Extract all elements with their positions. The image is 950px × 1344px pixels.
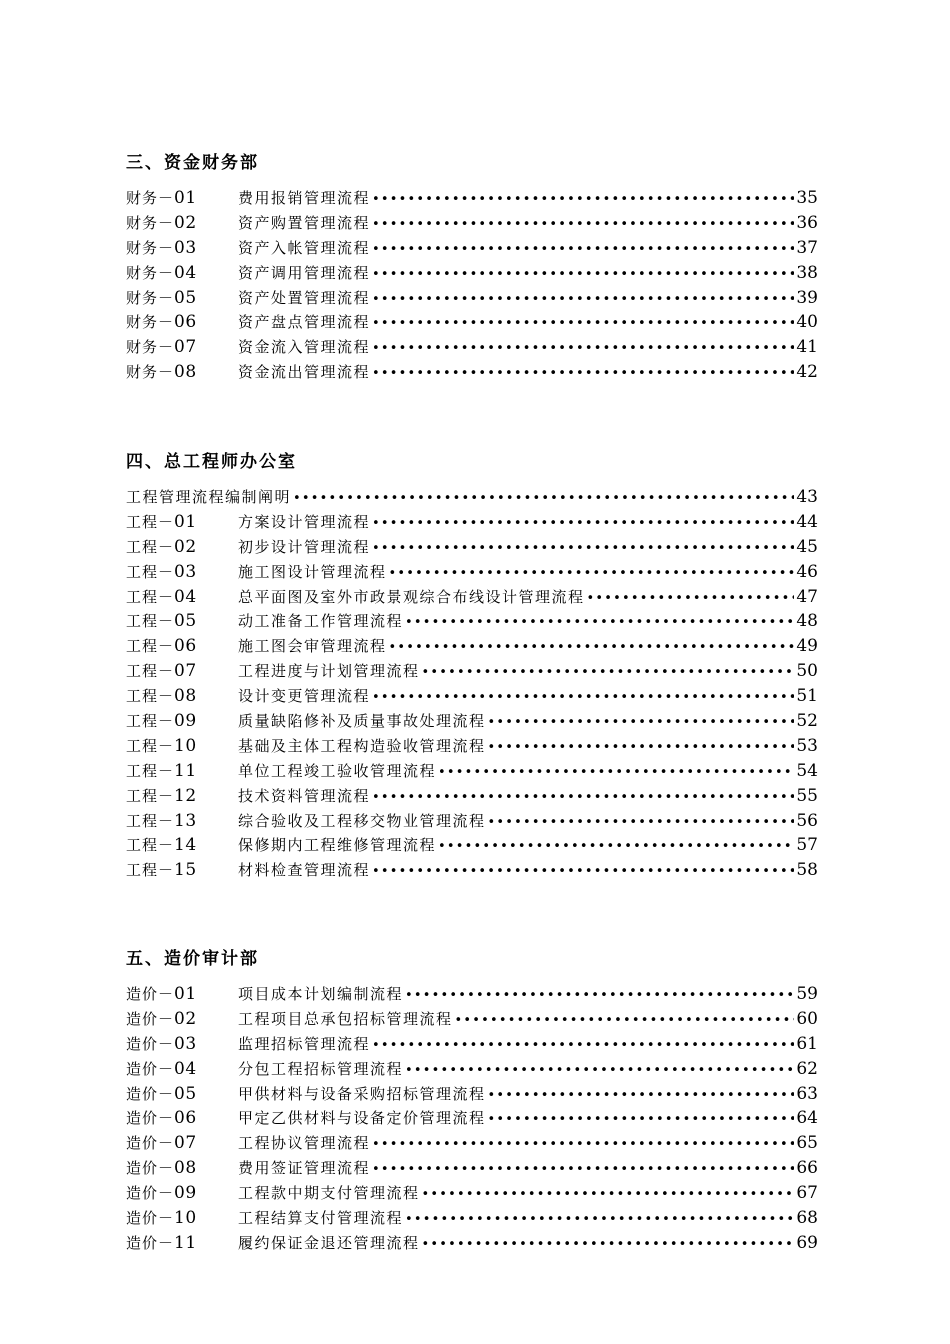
entry-code [126, 560, 238, 585]
entry-number: 09 [174, 1183, 197, 1204]
entry-code [126, 734, 238, 759]
entry-name: 单位工程竣工验收管理流程 [238, 761, 437, 780]
entry-name: 初步设计管理流程 [238, 537, 371, 556]
entry-prefix: 财务－ [126, 213, 175, 232]
entry-prefix: 造价－ [126, 1159, 175, 1178]
dot-leader [389, 562, 795, 587]
dot-leader [422, 1183, 795, 1208]
dot-leader [372, 537, 794, 562]
entry-prefix: 造价－ [126, 1059, 175, 1078]
entry-prefix: 财务－ [126, 338, 175, 357]
entry-name: 费用签证管理流程 [238, 1159, 371, 1178]
toc-entry[interactable] [126, 1181, 818, 1206]
entry-code [126, 1231, 238, 1256]
dot-leader [372, 860, 794, 885]
toc-entry[interactable] [126, 609, 818, 634]
entry-number: 03 [174, 237, 197, 258]
entry-prefix: 造价－ [126, 1109, 175, 1128]
entry-page: 60 [796, 1008, 818, 1029]
entry-number: 08 [174, 362, 197, 383]
toc-entry-intro[interactable] [126, 485, 818, 510]
entry-code [126, 236, 238, 261]
entry-page: 54 [796, 760, 818, 781]
entry-page: 59 [796, 984, 818, 1004]
entry-name: 履约保证金退还管理流程 [238, 1233, 420, 1252]
entry-name: 项目成本计划编制流程 [238, 985, 404, 1003]
entry-page: 50 [796, 661, 818, 682]
entry-name: 监理招标管理流程 [238, 1034, 371, 1053]
entry-prefix: 造价－ [126, 1209, 175, 1228]
entry-name: 资产调用管理流程 [238, 263, 371, 282]
entry-code [126, 1007, 238, 1032]
entry-number: 05 [174, 611, 197, 632]
entry-page: 64 [796, 1108, 818, 1129]
entry-page: 39 [796, 287, 818, 308]
entry-prefix: 工程－ [126, 612, 175, 631]
entry-prefix: 造价－ [126, 1184, 175, 1203]
toc-entry[interactable] [126, 236, 818, 261]
section-title: 五、造价审计部 [126, 949, 259, 969]
entry-code [126, 186, 238, 211]
entry-prefix: 工程－ [126, 512, 175, 531]
entry-code [126, 759, 238, 784]
dot-leader [372, 1158, 794, 1183]
dot-leader [372, 263, 794, 288]
entry-code [126, 510, 238, 535]
entry-number: 05 [174, 1083, 197, 1104]
entry-name: 资产盘点管理流程 [238, 313, 371, 332]
toc-entry[interactable] [126, 186, 818, 211]
toc-entry[interactable] [126, 310, 818, 335]
entry-number: 10 [174, 735, 197, 756]
toc-entry[interactable] [126, 982, 818, 1007]
entry-page: 65 [796, 1133, 818, 1154]
entry-page: 62 [796, 1058, 818, 1079]
entry-number: 05 [174, 287, 197, 308]
entry-code [126, 709, 238, 734]
entry-code [126, 286, 238, 311]
entry-name: 甲供材料与设备采购招标管理流程 [238, 1084, 486, 1103]
section-chief-engineer [126, 449, 818, 883]
toc-entry[interactable] [126, 1206, 818, 1231]
dot-leader [422, 661, 795, 686]
toc-entry[interactable] [126, 659, 818, 684]
entry-page: 46 [796, 561, 818, 582]
entry-name: 基础及主体工程构造验收管理流程 [238, 736, 486, 755]
toc-entry[interactable] [126, 809, 818, 834]
toc-entry[interactable] [126, 734, 818, 759]
toc-entry[interactable] [126, 585, 818, 610]
entry-code [126, 1181, 238, 1206]
entry-number: 02 [174, 536, 197, 557]
entry-number: 04 [174, 586, 197, 607]
entry-page: 56 [796, 810, 818, 831]
entry-code [126, 360, 238, 385]
dot-leader [372, 512, 794, 537]
dot-leader [488, 711, 795, 736]
entry-page: 68 [796, 1208, 818, 1229]
toc-entry[interactable] [126, 335, 818, 360]
entry-name: 费用报销管理流程 [238, 189, 371, 207]
entry-name: 工程进度与计划管理流程 [238, 662, 420, 681]
toc-entry[interactable] [126, 211, 818, 236]
dot-leader [293, 487, 794, 512]
entry-code [126, 310, 238, 335]
entry-number: 12 [174, 785, 197, 806]
section-cost-audit [126, 946, 818, 1256]
dot-leader [372, 213, 794, 238]
toc-entry[interactable] [126, 1057, 818, 1082]
dot-leader [587, 587, 795, 612]
section-title: 四、总工程师办公室 [126, 452, 297, 472]
dot-leader [372, 337, 794, 362]
entry-name: 方案设计管理流程 [238, 512, 371, 531]
entry-name: 工程协议管理流程 [238, 1134, 371, 1153]
dot-leader [488, 1108, 795, 1133]
toc-entry[interactable] [126, 634, 818, 659]
entry-number: 01 [174, 188, 197, 208]
entry-number: 08 [174, 1158, 197, 1179]
dot-leader [405, 1208, 794, 1233]
toc-entry[interactable] [126, 709, 818, 734]
dot-leader [488, 1084, 795, 1109]
entry-code [126, 1032, 238, 1057]
entry-page: 37 [796, 237, 818, 258]
entry-prefix: 工程－ [126, 811, 175, 830]
entry-name: 动工准备工作管理流程 [238, 612, 404, 631]
entry-page: 41 [796, 337, 818, 358]
entry-number: 01 [174, 511, 197, 532]
entry-prefix: 造价－ [126, 1084, 175, 1103]
entry-page: 35 [796, 188, 818, 208]
entry-page: 42 [796, 362, 818, 383]
entry-page: 57 [796, 835, 818, 856]
entry-code [126, 261, 238, 286]
entry-number: 04 [174, 262, 197, 283]
entry-prefix: 造价－ [126, 1009, 175, 1028]
entry-prefix: 财务－ [126, 263, 175, 282]
toc-entry[interactable] [126, 360, 818, 385]
entry-code [126, 1206, 238, 1231]
dot-leader [372, 362, 794, 387]
entry-name: 工程管理流程编制阐明 [126, 488, 292, 506]
toc-entry[interactable] [126, 261, 818, 286]
toc-entry[interactable] [126, 560, 818, 585]
entry-code [126, 634, 238, 659]
entry-page: 36 [796, 212, 818, 233]
entry-number: 11 [174, 1232, 197, 1253]
entry-name: 施工图会审管理流程 [238, 637, 387, 656]
toc-entry[interactable] [126, 1156, 818, 1181]
entry-number: 04 [174, 1058, 197, 1079]
dot-leader [405, 984, 794, 1009]
entry-code [126, 833, 238, 858]
dot-leader [488, 811, 795, 836]
entry-prefix: 工程－ [126, 836, 175, 855]
entry-number: 09 [174, 711, 197, 732]
entry-prefix: 工程－ [126, 761, 175, 780]
entry-name: 保修期内工程维修管理流程 [238, 836, 437, 855]
entry-prefix: 财务－ [126, 288, 175, 307]
entry-page: 58 [796, 860, 818, 881]
entry-prefix: 财务－ [126, 238, 175, 257]
entry-page: 52 [796, 711, 818, 732]
entry-name: 技术资料管理流程 [238, 786, 371, 805]
dot-leader [488, 736, 795, 761]
entry-number: 13 [174, 810, 197, 831]
entry-page: 63 [796, 1083, 818, 1104]
entry-prefix: 工程－ [126, 861, 175, 880]
entry-page: 48 [796, 611, 818, 632]
entry-code [126, 609, 238, 634]
entry-name: 设计变更管理流程 [238, 687, 371, 706]
entry-name: 工程结算支付管理流程 [238, 1209, 404, 1228]
entry-name: 工程项目总承包招标管理流程 [238, 1009, 453, 1028]
entry-number: 06 [174, 1108, 197, 1129]
dot-leader [372, 288, 794, 313]
dot-leader [372, 188, 794, 213]
section-finance [126, 150, 818, 385]
entry-page: 51 [796, 686, 818, 707]
entry-number: 02 [174, 1008, 197, 1029]
entry-page: 53 [796, 735, 818, 756]
toc-entry[interactable] [126, 535, 818, 560]
entry-name: 资产入帐管理流程 [238, 238, 371, 257]
entry-prefix: 造价－ [126, 1134, 175, 1153]
toc-entry[interactable] [126, 833, 818, 858]
section-title: 三、资金财务部 [126, 153, 259, 173]
entry-prefix: 工程－ [126, 587, 175, 606]
entry-prefix: 工程－ [126, 712, 175, 731]
entry-prefix: 工程－ [126, 537, 175, 556]
toc-entry[interactable] [126, 759, 818, 784]
entry-page: 55 [796, 785, 818, 806]
entry-prefix: 财务－ [126, 313, 175, 332]
entry-prefix: 工程－ [126, 562, 175, 581]
entry-prefix: 工程－ [126, 637, 175, 656]
dot-leader [372, 1133, 794, 1158]
dot-leader [372, 312, 794, 337]
toc-entry[interactable] [126, 684, 818, 709]
toc-list [126, 186, 818, 385]
dot-leader [438, 835, 794, 860]
entry-code [126, 1131, 238, 1156]
entry-code [126, 809, 238, 834]
entry-prefix: 工程－ [126, 687, 175, 706]
entry-number: 03 [174, 561, 197, 582]
entry-number: 10 [174, 1208, 197, 1229]
entry-code [126, 1106, 238, 1131]
entry-prefix: 财务－ [126, 189, 175, 207]
dot-leader [405, 1059, 794, 1084]
dot-leader [422, 1233, 795, 1258]
entry-name: 工程款中期支付管理流程 [238, 1184, 420, 1203]
entry-code [126, 1082, 238, 1107]
entry-name: 综合验收及工程移交物业管理流程 [238, 811, 486, 830]
entry-page: 38 [796, 262, 818, 283]
toc-entry[interactable] [126, 510, 818, 535]
dot-leader [372, 686, 794, 711]
toc-entry[interactable] [126, 1082, 818, 1107]
entry-code [126, 211, 238, 236]
entry-page: 61 [796, 1033, 818, 1054]
entry-number: 07 [174, 337, 197, 358]
entry-code [126, 659, 238, 684]
entry-page: 40 [796, 312, 818, 333]
entry-number: 14 [174, 835, 197, 856]
entry-number: 03 [174, 1033, 197, 1054]
dot-leader [372, 238, 794, 263]
dot-leader [405, 611, 794, 636]
toc-entry[interactable] [126, 784, 818, 809]
entry-prefix: 造价－ [126, 1233, 175, 1252]
toc-list [126, 510, 818, 883]
dot-leader [389, 636, 795, 661]
entry-name: 甲定乙供材料与设备定价管理流程 [238, 1109, 486, 1128]
toc-entry[interactable] [126, 286, 818, 311]
toc-entry[interactable] [126, 1007, 818, 1032]
entry-page: 67 [796, 1183, 818, 1204]
entry-prefix: 造价－ [126, 985, 175, 1003]
entry-code [126, 535, 238, 560]
entry-name: 资金流出管理流程 [238, 363, 371, 382]
entry-name: 总平面图及室外市政景观综合布线设计管理流程 [238, 587, 585, 606]
entry-number: 07 [174, 661, 197, 682]
entry-number: 06 [174, 636, 197, 657]
entry-name: 资产购置管理流程 [238, 213, 371, 232]
entry-code [126, 684, 238, 709]
entry-page: 47 [796, 586, 818, 607]
dot-leader [455, 1009, 795, 1034]
entry-page: 45 [796, 536, 818, 557]
entry-code [126, 858, 238, 883]
entry-code [126, 1057, 238, 1082]
toc-entry[interactable] [126, 1032, 818, 1057]
toc-entry[interactable] [126, 1231, 818, 1256]
entry-name: 资产处置管理流程 [238, 288, 371, 307]
dot-leader [438, 761, 794, 786]
entry-code [126, 784, 238, 809]
entry-number: 07 [174, 1133, 197, 1154]
entry-page: 43 [796, 487, 818, 507]
toc-entry[interactable] [126, 1106, 818, 1131]
dot-leader [372, 1034, 794, 1059]
entry-code [126, 335, 238, 360]
entry-number: 01 [174, 984, 197, 1004]
entry-page: 69 [796, 1232, 818, 1253]
entry-prefix: 财务－ [126, 363, 175, 382]
entry-prefix: 工程－ [126, 786, 175, 805]
dot-leader [372, 786, 794, 811]
entry-number: 11 [174, 760, 197, 781]
entry-page: 49 [796, 636, 818, 657]
entry-name: 资金流入管理流程 [238, 338, 371, 357]
entry-page: 44 [796, 511, 818, 532]
entry-number: 08 [174, 686, 197, 707]
entry-code [126, 585, 238, 610]
toc-entry[interactable] [126, 858, 818, 883]
entry-page: 66 [796, 1158, 818, 1179]
entry-code [126, 982, 238, 1007]
entry-name: 质量缺陷修补及质量事故处理流程 [238, 712, 486, 731]
entry-number: 06 [174, 312, 197, 333]
entry-name: 材料检查管理流程 [238, 861, 371, 880]
entry-number: 15 [174, 860, 197, 881]
entry-name: 施工图设计管理流程 [238, 562, 387, 581]
entry-prefix: 工程－ [126, 736, 175, 755]
toc-list [126, 982, 818, 1256]
entry-name: 分包工程招标管理流程 [238, 1059, 404, 1078]
entry-prefix: 造价－ [126, 1034, 175, 1053]
entry-number: 02 [174, 212, 197, 233]
toc-entry[interactable] [126, 1131, 818, 1156]
entry-prefix: 工程－ [126, 662, 175, 681]
entry-code [126, 1156, 238, 1181]
